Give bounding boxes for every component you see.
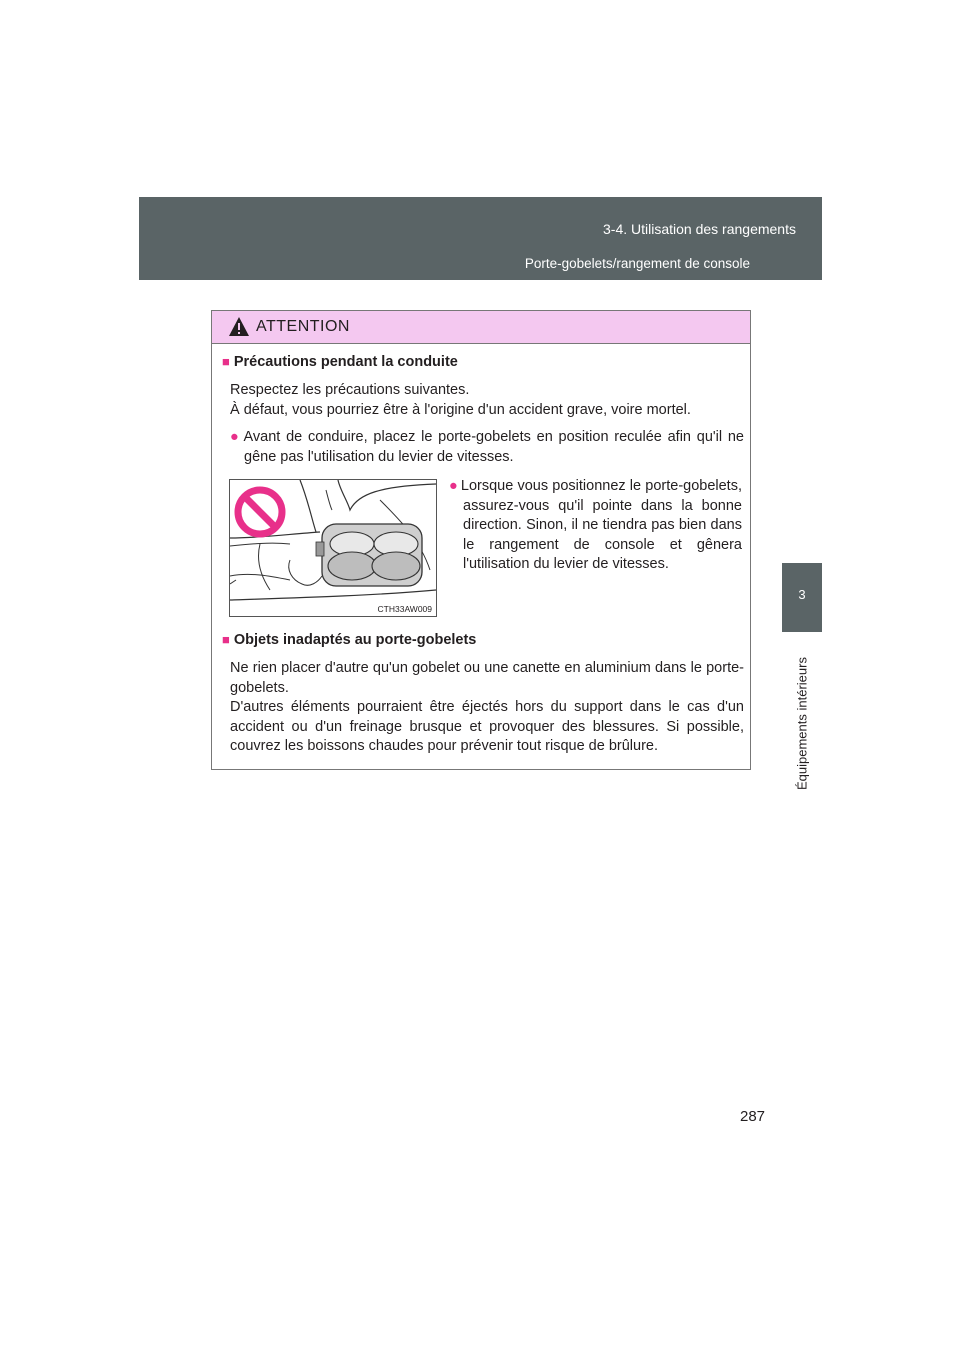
intro-line-1: Respectez les précautions suivantes. <box>230 382 470 398</box>
intro-line-2: À défaut, vous pourriez être à l'origine d'un accident grave, voire mortel. <box>230 402 691 418</box>
header-section-title: 3-4. Utilisation des rangements <box>603 221 796 237</box>
attention-label: ATTENTION <box>256 318 350 335</box>
cup-holder-drawing <box>230 480 436 616</box>
chapter-title-vertical <box>782 640 822 790</box>
section-heading-unsuitable-objects <box>222 632 476 648</box>
bullet-text: Lorsque vous positionnez le porte-gobelets, assurez-vous qu'il pointe dans la bonne direction. Sinon, il ne tiendra pas bien dans le rangement de console et gênera l'utilisation du levier de vitesses. <box>460 478 742 572</box>
section-heading-text: Précautions pendant la conduite <box>233 354 458 370</box>
chapter-title-text: Équipements intérieurs <box>794 657 810 790</box>
square-bullet-icon: ■ <box>222 632 230 647</box>
attention-box <box>211 310 751 770</box>
attention-header <box>212 311 750 344</box>
cup-holder-illustration <box>229 479 437 617</box>
section-heading-text: Objets inadaptés au porte-gobelets <box>233 632 477 648</box>
bullet-position-back <box>230 428 744 467</box>
section-heading-driving-precautions <box>222 354 458 370</box>
page-number: 287 <box>740 1108 766 1125</box>
bullet-text: Avant de conduire, placez le porte-gobelets en position reculée afin qu'il ne gêne pas l'utilisation du levier de vitesses. <box>243 429 744 465</box>
warning-triangle-icon <box>228 316 250 338</box>
header-band <box>139 197 822 280</box>
circle-bullet-icon: ● <box>449 478 458 494</box>
square-bullet-icon: ■ <box>222 354 230 369</box>
illustration-code: CTH33AW009 <box>377 604 432 614</box>
bullet-direction <box>449 477 742 575</box>
unsuitable-para-2: D'autres éléments pourraient être éjectés hors du support dans le cas d'un accident ou d'un freinage brusque et provoquer des blessures. Si possible, couvrez les boissons chaudes pour prévenir tout risque de brûlure. <box>230 699 744 754</box>
header-subsection-title: Porte-gobelets/rangement de console <box>524 256 750 271</box>
chapter-number-tab: 3 <box>782 563 822 632</box>
circle-bullet-icon: ● <box>230 429 241 445</box>
unsuitable-para-1: Ne rien placer d'autre qu'un gobelet ou une canette en aluminium dans le porte-gobelets. <box>230 660 744 696</box>
